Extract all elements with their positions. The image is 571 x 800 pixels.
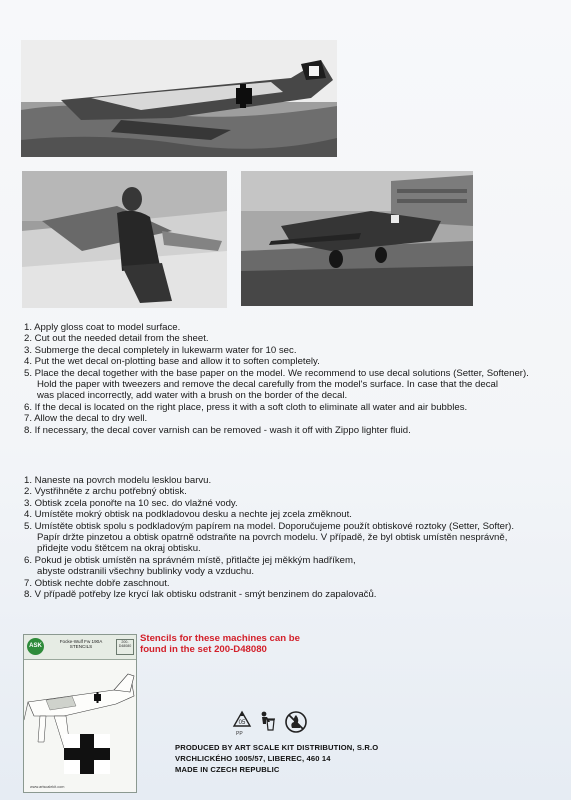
- stencil-note: [140, 633, 300, 655]
- stencil-set-card: [23, 634, 137, 793]
- card-title: [48, 639, 114, 650]
- instruction-cz-1: 1. Naneste na povrch modelu lesklou barvu.: [24, 475, 212, 486]
- photo-aircraft-field: [241, 171, 473, 306]
- instructions-en: [24, 322, 529, 436]
- waste-bin-icon: [258, 710, 276, 734]
- instruction-cz-5-cont: přidejte vodu štětcem na okraj obtisku.: [37, 543, 201, 555]
- card-header: [24, 635, 136, 660]
- card-subtitle: STENCILS: [69, 644, 93, 650]
- instruction-en-7: 7. Allow the decal to dry well.: [24, 413, 148, 425]
- instruction-en-5: 5. Place the decal together with the base paper on the model. We recommend to use decal solutions (Setter, Softener).: [24, 367, 529, 379]
- instruction-cz-3: 3. Obtisk zcela ponořte na 10 sec. do vlažné vody.: [24, 497, 238, 509]
- ask-logo: ASK: [27, 638, 44, 655]
- stencil-note-line1: Stencils for these machines can be: [140, 633, 300, 644]
- balkenkreuz-icon: [64, 734, 110, 774]
- recycle-icon: [230, 710, 254, 732]
- instruction-en-5-cont: Hold the paper with tweezers and remove the decal carefully from the model's surface. In case that the decal: [37, 379, 498, 391]
- card-footer: www.artscalekit.com: [30, 785, 65, 789]
- card-title-main: Focke-Wulf Fw 190A: [59, 639, 103, 644]
- instruction-en-3: 3. Submerge the decal completely in lukewarm water for 10 sec.: [24, 344, 297, 356]
- aircraft-stencil-drawing: [24, 660, 136, 782]
- no-fire-icon: [284, 710, 308, 734]
- instructions-cz: [24, 475, 514, 600]
- instruction-cz-7: 7. Obtisk nechte dobře zaschnout.: [24, 577, 170, 589]
- card-tag: 200-D48080: [116, 639, 134, 655]
- instruction-cz-8: 8. V případě potřeby lze krycí lak obtisku odstranit - smýt benzinem do zapalovačů.: [24, 589, 377, 601]
- stencil-note-line2: found in the set 200-D48080: [140, 644, 267, 656]
- instruction-cz-5-cont: Papír držte pinzetou a obtisk opatrně odstraňte na povrch modelu. V případě, že byl obtisk umístěn nesprávně,: [37, 532, 508, 544]
- producer-line3: MADE IN CZECH REPUBLIC: [175, 764, 280, 774]
- producer-line1: PRODUCED BY ART SCALE KIT DISTRIBUTION, S.R.O: [175, 743, 379, 752]
- instruction-cz-6: 6. Pokud je obtisk umístěn na správném místě, přitlačte jej měkkým hadříkem,: [24, 554, 356, 566]
- producer-line2: VRCHLICKÉHO 1005/57, LIBEREC, 460 14: [175, 753, 331, 763]
- instruction-en-2: 2. Cut out the needed detail from the sheet.: [24, 333, 209, 345]
- producer-info: [175, 743, 378, 775]
- instruction-cz-4: 4. Umístěte mokrý obtisk na podkladovou desku a nechte jej zcela změknout.: [24, 509, 352, 521]
- recycle-label: PP: [236, 731, 243, 737]
- instruction-en-4: 4. Put the wet decal on-plotting base and allow it to soften completely.: [24, 356, 320, 368]
- instruction-en-6: 6. If the decal is located on the right place, press it with a soft cloth to eliminate all water and air bubbles.: [24, 401, 468, 413]
- svg-text:05: 05: [238, 720, 246, 726]
- instruction-cz-6-cont: abyste odstranili všechny bublinky vody a vzduchu.: [37, 566, 255, 578]
- photo-aircraft-wreck: [21, 40, 337, 157]
- instruction-en-8: 8. If necessary, the decal cover varnish can be removed - wash it off with Zippo lighter fluid.: [24, 424, 411, 436]
- instruction-en-1: 1. Apply gloss coat to model surface.: [24, 322, 181, 333]
- instruction-cz-2: 2. Vystřihněte z archu potřebný obtisk.: [24, 486, 187, 498]
- photo-pilot-cockpit: [22, 171, 227, 308]
- instruction-en-5-cont: was placed incorrectly, add water with a brush on the border of the decal.: [37, 390, 348, 402]
- instruction-cz-5: 5. Umístěte obtisk spolu s podkladovým papírem na model. Doporučujeme použít obtiskové roztoky (Setter, Softer).: [24, 520, 515, 532]
